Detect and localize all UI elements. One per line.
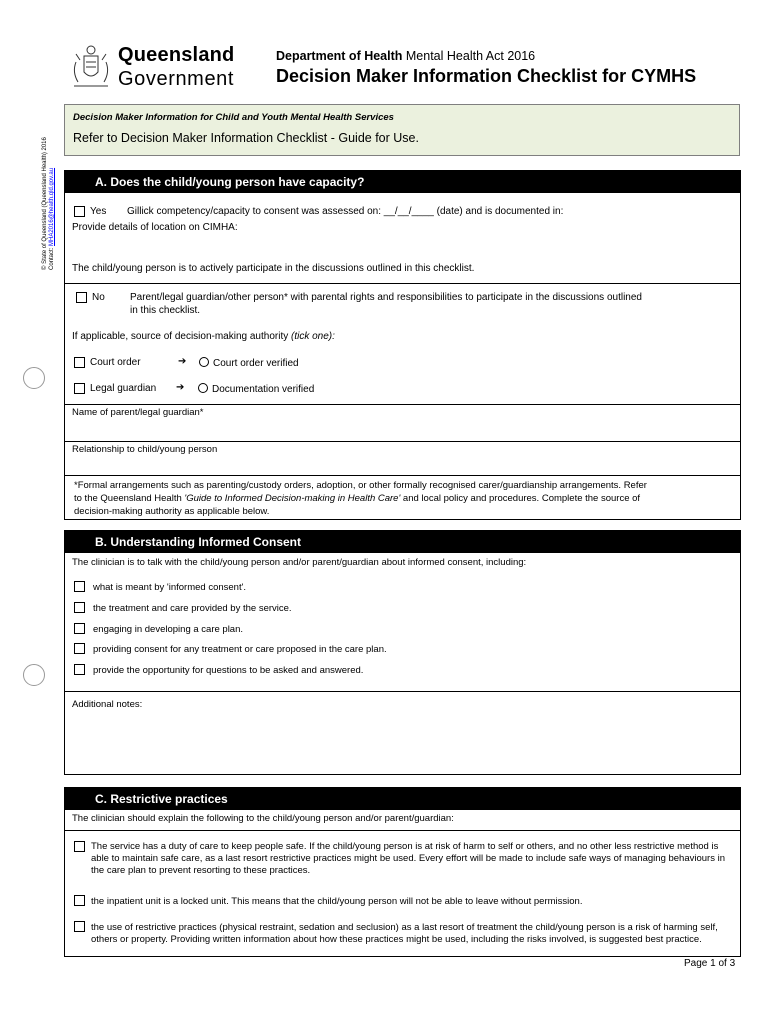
section-b-heading: B. Understanding Informed Consent bbox=[65, 531, 740, 553]
yes-checkbox[interactable] bbox=[74, 206, 85, 217]
queensland-government-logo bbox=[66, 42, 236, 92]
duty-of-care-text: The service has a duty of care to keep people safe. If the child/young person is at risk of harm to self or others, and no other less restrictive method is able to maintain safe care, as a last resort restrictive practices might be used. Every effort will be made to include safe ways of managing behaviours in the care plan to prevent resorting to these practices. bbox=[91, 841, 725, 876]
item-checkbox[interactable] bbox=[74, 602, 85, 613]
participate-text: The child/young person is to actively participate in the discussions outlined in this checklist. bbox=[72, 263, 475, 274]
section-c-heading: C. Restrictive practices bbox=[65, 788, 740, 810]
divider bbox=[65, 475, 740, 476]
page-title: Decision Maker Information Checklist for CYMHS bbox=[276, 66, 697, 86]
copyright-text: © State of Queensland (Queensland Health) 2016 bbox=[42, 137, 48, 270]
punch-hole-mark bbox=[23, 664, 45, 686]
item-checkbox[interactable] bbox=[74, 895, 85, 906]
divider bbox=[65, 404, 740, 405]
contact-email-link[interactable]: MHA2016@health.qld.gov.au bbox=[49, 167, 55, 246]
no-text-line1: Parent/legal guardian/other person* with parental rights and responsibilities to participate in the discussions outlined bbox=[130, 292, 642, 303]
court-order-checkbox[interactable] bbox=[74, 357, 85, 368]
yes-label: Yes bbox=[90, 206, 107, 217]
section-c-intro: The clinician should explain the following to the child/young person and/or parent/guardian: bbox=[72, 813, 454, 824]
item-checkbox[interactable] bbox=[74, 664, 85, 675]
court-verified-option[interactable]: Court order verified bbox=[199, 357, 299, 369]
logo-text-queensland: Queensland bbox=[118, 44, 235, 66]
legal-guardian-checkbox[interactable] bbox=[74, 383, 85, 394]
no-label: No bbox=[92, 292, 105, 303]
section-c bbox=[64, 787, 741, 957]
section-b bbox=[64, 530, 741, 775]
additional-notes-label: Additional notes: bbox=[72, 699, 143, 710]
item-checkbox[interactable] bbox=[74, 921, 85, 932]
source-label: If applicable, source of decision-making authority (tick one): bbox=[72, 331, 335, 342]
coat-of-arms-icon bbox=[66, 42, 116, 92]
logo-text-government: Government bbox=[118, 68, 235, 90]
relationship-label: Relationship to child/young person bbox=[72, 444, 218, 455]
copyright-side-note bbox=[42, 120, 56, 270]
radio-icon[interactable] bbox=[198, 383, 208, 393]
section-a-heading: A. Does the child/young person have capacity? bbox=[65, 171, 740, 193]
footnote-line3: decision-making authority as applicable below. bbox=[74, 506, 270, 517]
item-checkbox[interactable] bbox=[74, 581, 85, 592]
section-a bbox=[64, 170, 741, 520]
page-number: Page 1 of 3 bbox=[684, 958, 736, 969]
list-item: providing consent for any treatment or care proposed in the care plan. bbox=[93, 644, 387, 655]
item-checkbox[interactable] bbox=[74, 841, 85, 852]
section-b-intro: The clinician is to talk with the child/young person and/or parent/guardian about informed consent, including: bbox=[72, 557, 527, 568]
divider bbox=[65, 441, 740, 442]
divider bbox=[65, 830, 740, 831]
locked-unit-text: the inpatient unit is a locked unit. This means that the child/young person will not be able to leave without permission. bbox=[91, 896, 583, 907]
divider bbox=[65, 691, 740, 692]
list-item: what is meant by 'informed consent'. bbox=[93, 582, 247, 593]
no-checkbox[interactable] bbox=[76, 292, 87, 303]
department-line bbox=[276, 49, 535, 63]
cimha-text: Provide details of location on CIMHA: bbox=[72, 222, 238, 233]
arrow-icon: ➔ bbox=[178, 356, 187, 367]
doc-verified-option[interactable]: Documentation verified bbox=[198, 383, 314, 395]
no-text-line2: in this checklist. bbox=[130, 305, 201, 316]
list-item: provide the opportunity for questions to be asked and answered. bbox=[93, 665, 364, 676]
guardian-name-label: Name of parent/legal guardian* bbox=[72, 407, 204, 418]
intro-box bbox=[64, 104, 740, 156]
radio-icon[interactable] bbox=[199, 357, 209, 367]
gillick-text: Gillick competency/capacity to consent was assessed on: __/__/____ (date) and is documented in: bbox=[127, 206, 564, 217]
restrictive-practices-text: the use of restrictive practices (physical restraint, sedation and seclusion) as a last resort of treatment the child/young person is a risk of harming self, others or property. Providing written information about how these practices might be used, including the risks involved, is suggested best practice. bbox=[91, 922, 718, 945]
legal-guardian-label: Legal guardian bbox=[90, 383, 157, 394]
footnote-line2: to the Queensland Health 'Guide to Informed Decision-making in Health Care' and local policy and procedures. Complete the source of bbox=[74, 493, 641, 504]
footnote-line1: *Formal arrangements such as parenting/custody orders, adoption, or other formally recognised carer/guardianship arrangements. Refer bbox=[74, 480, 647, 491]
department-name: Department of Health bbox=[276, 49, 403, 63]
act-name: Mental Health Act 2016 bbox=[405, 49, 536, 63]
item-checkbox[interactable] bbox=[74, 643, 85, 654]
intro-subtitle: Decision Maker Information for Child and Youth Mental Health Services bbox=[73, 112, 394, 123]
list-item: engaging in developing a care plan. bbox=[93, 624, 244, 635]
list-item: the treatment and care provided by the service. bbox=[93, 603, 292, 614]
divider bbox=[65, 283, 740, 284]
court-order-label: Court order bbox=[90, 357, 141, 368]
contact-label: Contact: bbox=[49, 245, 55, 270]
item-checkbox[interactable] bbox=[74, 623, 85, 634]
punch-hole-mark bbox=[23, 367, 45, 389]
arrow-icon: ➔ bbox=[176, 382, 185, 393]
intro-reference: Refer to Decision Maker Information Checklist - Guide for Use. bbox=[73, 131, 419, 145]
